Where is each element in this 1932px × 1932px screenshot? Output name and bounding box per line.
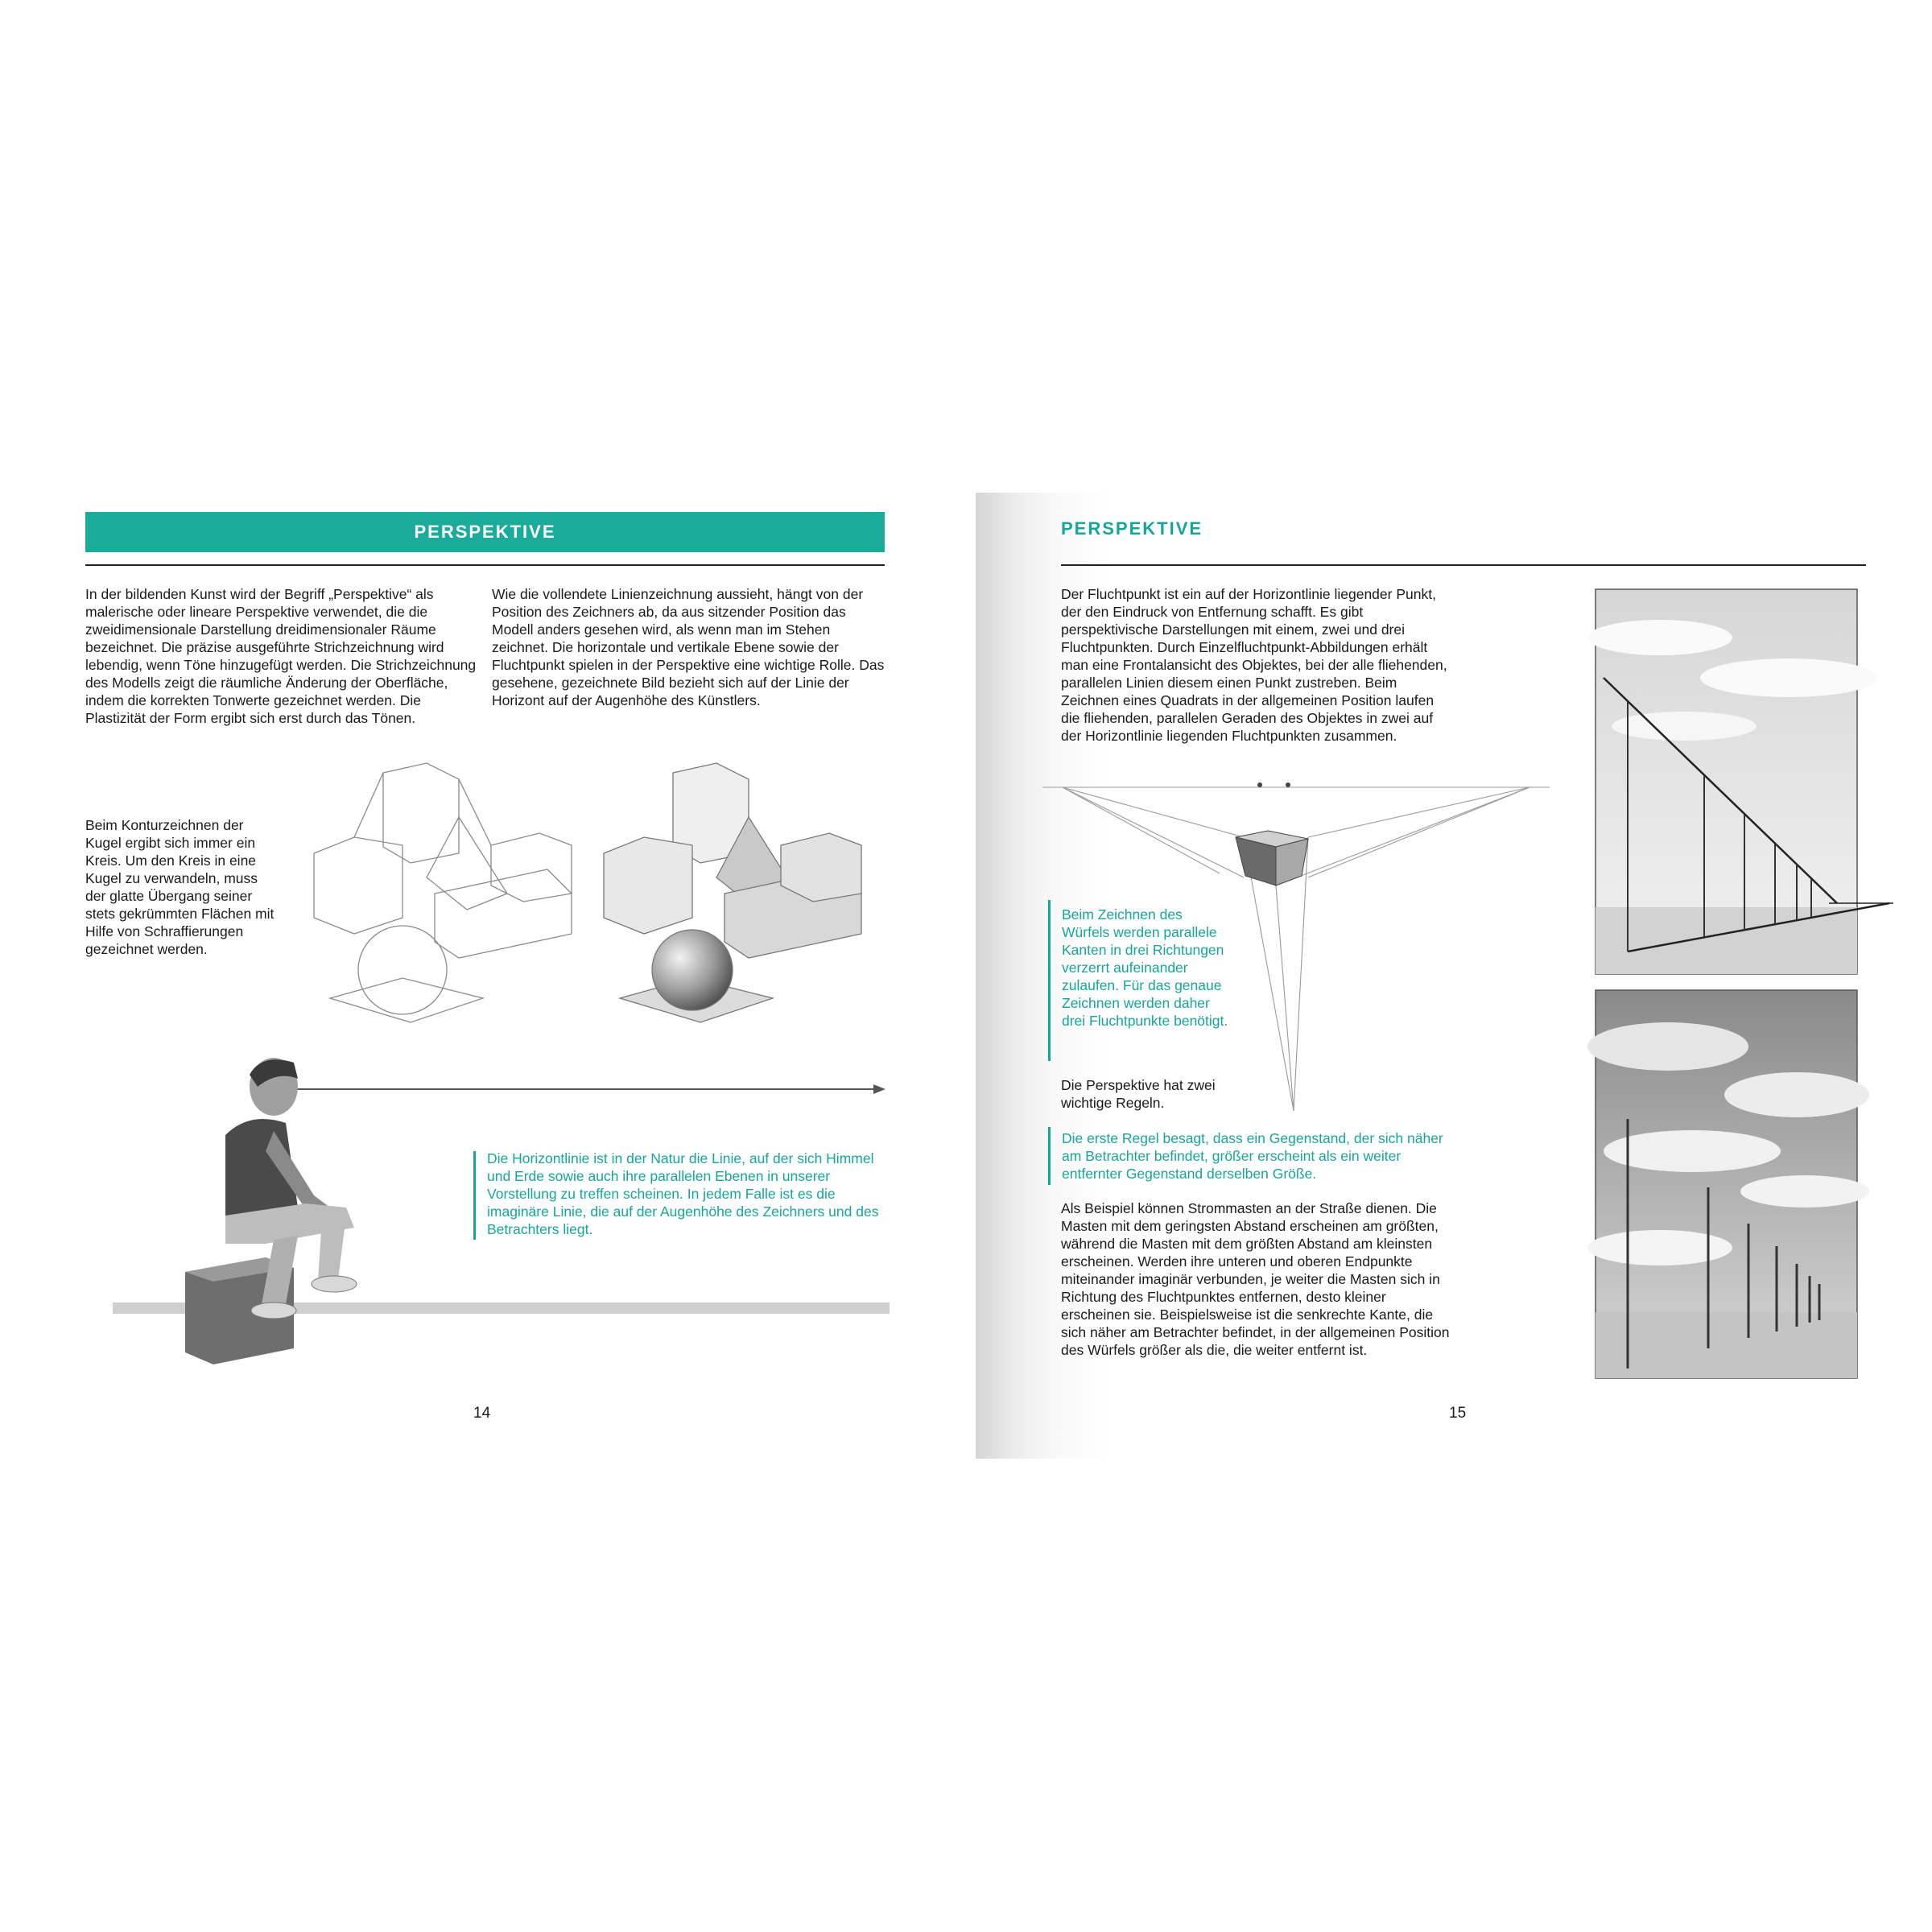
left-header-rule: [85, 564, 885, 566]
left-intro-col1: In der bildenden Kunst wird der Begriff „Perspektive“ als malerische oder lineare Perspektive verwendet, die die zweidimensionale Darstellung dreidimensionaler Räume bezeichnet. Die präzise ausgeführte Strichzeichnung wird lebendig, wenn Töne hinzugefügt werden. Die Strichzeichnung des Modells zeigt die räumliche Änderung der Oberfläche, indem die korrekten Tonwerte gezeichnet werden. Die Plastizität der Form ergibt sich erst durch das Tönen.: [85, 586, 477, 726]
vanishing-poles-diagram: [1596, 589, 1893, 976]
right-header-rule: [1061, 564, 1866, 566]
rule1-callout-text: Die erste Regel besagt, dass ein Gegenstand, der sich näher am Betrachter befindet, größer erscheint als ein weiter entfernter Gegenstand derselben Größe.: [1062, 1130, 1443, 1182]
horizon-callout: [473, 1151, 898, 1240]
rule1-callout: [1048, 1127, 1464, 1185]
still-life-line-drawing: [306, 757, 580, 1055]
right-page-number: 15: [1449, 1405, 1467, 1422]
right-intro-text: Der Fluchtpunkt ist ein auf der Horizontlinie liegender Punkt, der den Eindruck von Entfernung schafft. Es gibt perspektivische Darstellungen mit einem, zwei und drei Fluchtpunkten. Durch Einzelfluchtpunkt-Abbildungen erhält man eine Frontalansicht des Objektes, bei der alle fliehenden, parallelen Linien diesem einen Punkt zustreben. Beim Zeichnen eines Quadrats in der allgemeinen Position laufen die fliehenden, parallelen Geraden des Objektes in zwei auf der Horizontlinie liegenden Fluchtpunkten zusammen.: [1061, 586, 1447, 744]
power-poles-landscape: [1596, 990, 1861, 1385]
example-text: Als Beispiel können Strommasten an der Straße dienen. Die Masten mit dem geringsten Abstand erscheinen am größten, während die Masten mit dem größten Abstand am kleinsten erscheinen. Werden ihre unteren und oberen Endpunkte miteinander imaginär verbunden, je weiter die Masten sich in Richtung des Fluchtpunktes entfernen, desto kleiner erscheinen sie. Beispielsweise ist die senkrechte Kante, die sich näher am Betrachter befindet, in der allgemeinen Position des Würfels größer als die, die weiter entfernt ist.: [1061, 1200, 1450, 1358]
cube-callout: [1048, 900, 1231, 1061]
horizon-callout-text: Die Horizontlinie ist in der Natur die Linie, auf der sich Himmel und Erde sowie auch ihre parallelen Ebenen in unserer Vorstellung zu treffen scheinen. In jedem Falle ist es die imaginäre Linie, die auf der Augenhöhe des Zeichners und des Betrachters liegt.: [487, 1150, 879, 1237]
right-page-header: PERSPEKTIVE: [1061, 518, 1203, 539]
left-page-header: PERSPEKTIVE: [85, 512, 885, 552]
cube-callout-text: Beim Zeichnen des Würfels werden parallele Kanten in drei Richtungen verzerrt aufeinander zulaufen. Für das genaue Zeichnen werden daher drei Fluchtpunkte benötigt.: [1062, 906, 1228, 1029]
still-life-shaded-drawing: [596, 757, 869, 1055]
rules-intro-text: Die Perspektive hat zwei wichtige Regeln.: [1061, 1077, 1216, 1111]
left-page-number: 14: [473, 1405, 491, 1422]
left-intro-col2: Wie die vollendete Linienzeichnung aussieht, hängt von der Position des Zeichners ab, da aus sitzender Position das Modell anders gesehen wird, als wenn man im Stehen zeichnet. Die horizontale und vertikale Ebene sowie der Fluchtpunkt spielen in der Perspektive eine wichtige Rolle. Das gesehene, gezeichnete Bild bezieht sich auf der Linie der Horizont auf der Augenhöhe des Künstlers.: [492, 586, 885, 708]
kugel-text: Beim Konturzeichnen der Kugel ergibt sich immer ein Kreis. Um den Kreis in eine Kugel zu verwandeln, muss der glatte Übergang seiner stets gekrümmten Flächen mit Hilfe von Schraffierungen gezeichnet werden.: [85, 817, 275, 957]
